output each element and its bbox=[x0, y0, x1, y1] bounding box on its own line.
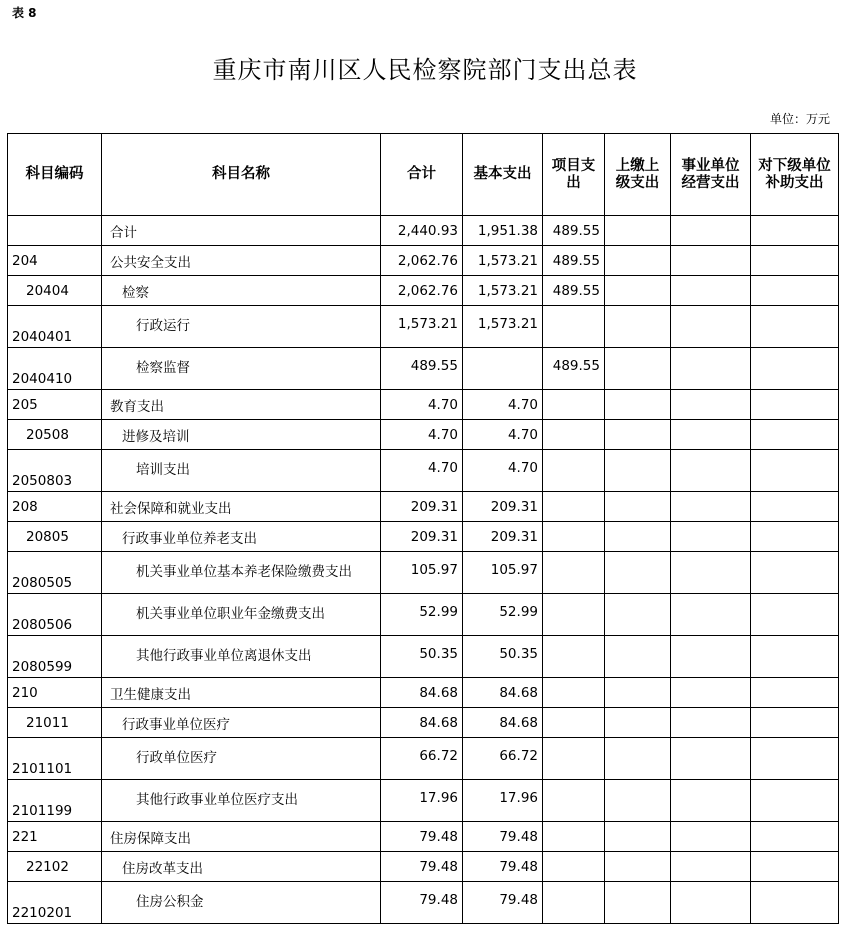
upper-cell bbox=[605, 390, 671, 420]
business-cell bbox=[671, 420, 751, 450]
name-cell: 其他行政事业单位医疗支出 bbox=[102, 780, 381, 822]
expenditure-table bbox=[7, 133, 839, 924]
code-cell: 2040401 bbox=[8, 306, 102, 348]
project-cell bbox=[543, 822, 605, 852]
basic-cell: 50.35 bbox=[463, 636, 543, 678]
project-cell bbox=[543, 450, 605, 492]
code-cell: 20805 bbox=[8, 522, 102, 552]
project-cell bbox=[543, 420, 605, 450]
business-cell bbox=[671, 738, 751, 780]
project-cell bbox=[543, 306, 605, 348]
project-cell bbox=[543, 552, 605, 594]
project-cell bbox=[543, 852, 605, 882]
total-cell: 79.48 bbox=[381, 852, 463, 882]
subsidy-cell bbox=[751, 450, 839, 492]
name-cell: 公共安全支出 bbox=[102, 246, 381, 276]
business-cell bbox=[671, 636, 751, 678]
business-cell bbox=[671, 450, 751, 492]
upper-cell bbox=[605, 306, 671, 348]
code-cell: 2080505 bbox=[8, 552, 102, 594]
subsidy-cell bbox=[751, 822, 839, 852]
basic-cell: 17.96 bbox=[463, 780, 543, 822]
project-cell bbox=[543, 780, 605, 822]
subsidy-cell bbox=[751, 708, 839, 738]
total-cell: 489.55 bbox=[381, 348, 463, 390]
business-cell bbox=[671, 492, 751, 522]
unit-label: 单位：万元 bbox=[769, 112, 830, 126]
name-cell: 教育支出 bbox=[102, 390, 381, 420]
code-cell: 204 bbox=[8, 246, 102, 276]
code-cell: 2040410 bbox=[8, 348, 102, 390]
business-cell bbox=[671, 552, 751, 594]
code-cell: 2080599 bbox=[8, 636, 102, 678]
basic-cell: 105.97 bbox=[463, 552, 543, 594]
project-cell bbox=[543, 636, 605, 678]
table-row bbox=[8, 708, 839, 738]
table-row bbox=[8, 522, 839, 552]
project-cell bbox=[543, 738, 605, 780]
table-row bbox=[8, 738, 839, 780]
basic-cell: 1,573.21 bbox=[463, 276, 543, 306]
project-cell bbox=[543, 522, 605, 552]
code-cell: 2101101 bbox=[8, 738, 102, 780]
total-cell: 209.31 bbox=[381, 522, 463, 552]
name-cell: 行政运行 bbox=[102, 306, 381, 348]
subsidy-cell bbox=[751, 276, 839, 306]
code-cell: 2210201 bbox=[8, 882, 102, 924]
total-cell: 84.68 bbox=[381, 708, 463, 738]
project-cell: 489.55 bbox=[543, 246, 605, 276]
table-row bbox=[8, 822, 839, 852]
upper-cell bbox=[605, 348, 671, 390]
header-row bbox=[8, 134, 839, 216]
upper-cell bbox=[605, 594, 671, 636]
table-row bbox=[8, 450, 839, 492]
total-cell: 79.48 bbox=[381, 882, 463, 924]
subsidy-cell bbox=[751, 522, 839, 552]
subsidy-cell bbox=[751, 420, 839, 450]
basic-cell: 1,573.21 bbox=[463, 306, 543, 348]
code-cell: 2101199 bbox=[8, 780, 102, 822]
table-row bbox=[8, 780, 839, 822]
upper-cell bbox=[605, 420, 671, 450]
basic-cell: 84.68 bbox=[463, 678, 543, 708]
subsidy-cell bbox=[751, 348, 839, 390]
project-cell bbox=[543, 882, 605, 924]
upper-cell bbox=[605, 552, 671, 594]
subsidy-cell bbox=[751, 492, 839, 522]
upper-cell bbox=[605, 276, 671, 306]
project-cell bbox=[543, 390, 605, 420]
header-project: 项目支出 bbox=[543, 134, 605, 216]
subsidy-cell bbox=[751, 306, 839, 348]
basic-cell: 4.70 bbox=[463, 420, 543, 450]
subsidy-cell bbox=[751, 246, 839, 276]
upper-cell bbox=[605, 678, 671, 708]
code-cell: 22102 bbox=[8, 852, 102, 882]
total-cell: 84.68 bbox=[381, 678, 463, 708]
header-subsidy: 对下级单位补助支出 bbox=[751, 134, 839, 216]
table-row bbox=[8, 552, 839, 594]
table-row bbox=[8, 348, 839, 390]
upper-cell bbox=[605, 780, 671, 822]
subsidy-cell bbox=[751, 852, 839, 882]
name-cell: 住房公积金 bbox=[102, 882, 381, 924]
code-cell: 2050803 bbox=[8, 450, 102, 492]
name-cell: 行政单位医疗 bbox=[102, 738, 381, 780]
code-cell: 208 bbox=[8, 492, 102, 522]
business-cell bbox=[671, 306, 751, 348]
project-cell bbox=[543, 594, 605, 636]
table-row bbox=[8, 276, 839, 306]
code-cell: 21011 bbox=[8, 708, 102, 738]
name-cell: 卫生健康支出 bbox=[102, 678, 381, 708]
business-cell bbox=[671, 678, 751, 708]
basic-cell: 4.70 bbox=[463, 450, 543, 492]
upper-cell bbox=[605, 738, 671, 780]
table-row bbox=[8, 594, 839, 636]
total-cell: 1,573.21 bbox=[381, 306, 463, 348]
total-cell: 52.99 bbox=[381, 594, 463, 636]
business-cell bbox=[671, 390, 751, 420]
business-cell bbox=[671, 594, 751, 636]
business-cell bbox=[671, 216, 751, 246]
subsidy-cell bbox=[751, 390, 839, 420]
upper-cell bbox=[605, 708, 671, 738]
name-cell: 行政事业单位养老支出 bbox=[102, 522, 381, 552]
subsidy-cell bbox=[751, 594, 839, 636]
name-cell: 行政事业单位医疗 bbox=[102, 708, 381, 738]
code-cell: 205 bbox=[8, 390, 102, 420]
code-cell: 221 bbox=[8, 822, 102, 852]
name-cell: 机关事业单位基本养老保险缴费支出 bbox=[102, 552, 381, 594]
total-cell: 209.31 bbox=[381, 492, 463, 522]
code-cell: 210 bbox=[8, 678, 102, 708]
basic-cell: 209.31 bbox=[463, 492, 543, 522]
name-cell: 合计 bbox=[102, 216, 381, 246]
subsidy-cell bbox=[751, 882, 839, 924]
table-row bbox=[8, 678, 839, 708]
code-cell: 2080506 bbox=[8, 594, 102, 636]
header-business: 事业单位经营支出 bbox=[671, 134, 751, 216]
code-cell bbox=[8, 216, 102, 246]
header-name: 科目名称 bbox=[102, 134, 381, 216]
basic-cell: 79.48 bbox=[463, 882, 543, 924]
header-upper: 上缴上级支出 bbox=[605, 134, 671, 216]
basic-cell: 84.68 bbox=[463, 708, 543, 738]
basic-cell: 4.70 bbox=[463, 390, 543, 420]
table-row bbox=[8, 216, 839, 246]
header-total: 合计 bbox=[381, 134, 463, 216]
project-cell: 489.55 bbox=[543, 348, 605, 390]
table-row bbox=[8, 420, 839, 450]
basic-cell: 1,573.21 bbox=[463, 246, 543, 276]
name-cell: 社会保障和就业支出 bbox=[102, 492, 381, 522]
table-row bbox=[8, 390, 839, 420]
business-cell bbox=[671, 708, 751, 738]
total-cell: 2,440.93 bbox=[381, 216, 463, 246]
project-cell bbox=[543, 492, 605, 522]
basic-cell: 79.48 bbox=[463, 822, 543, 852]
upper-cell bbox=[605, 852, 671, 882]
table-row bbox=[8, 882, 839, 924]
business-cell bbox=[671, 852, 751, 882]
name-cell: 检察监督 bbox=[102, 348, 381, 390]
business-cell bbox=[671, 822, 751, 852]
total-cell: 4.70 bbox=[381, 450, 463, 492]
basic-cell: 52.99 bbox=[463, 594, 543, 636]
total-cell: 17.96 bbox=[381, 780, 463, 822]
code-cell: 20508 bbox=[8, 420, 102, 450]
subsidy-cell bbox=[751, 216, 839, 246]
table-row bbox=[8, 306, 839, 348]
table-row bbox=[8, 246, 839, 276]
total-cell: 2,062.76 bbox=[381, 276, 463, 306]
page-title: 重庆市南川区人民检察院部门支出总表 bbox=[212, 56, 638, 84]
total-cell: 79.48 bbox=[381, 822, 463, 852]
total-cell: 66.72 bbox=[381, 738, 463, 780]
table-row bbox=[8, 852, 839, 882]
subsidy-cell bbox=[751, 678, 839, 708]
subsidy-cell bbox=[751, 780, 839, 822]
header-code: 科目编码 bbox=[8, 134, 102, 216]
subsidy-cell bbox=[751, 552, 839, 594]
business-cell bbox=[671, 276, 751, 306]
business-cell bbox=[671, 522, 751, 552]
upper-cell bbox=[605, 216, 671, 246]
project-cell: 489.55 bbox=[543, 276, 605, 306]
basic-cell bbox=[463, 348, 543, 390]
total-cell: 4.70 bbox=[381, 390, 463, 420]
business-cell bbox=[671, 246, 751, 276]
total-cell: 105.97 bbox=[381, 552, 463, 594]
upper-cell bbox=[605, 522, 671, 552]
project-cell bbox=[543, 708, 605, 738]
basic-cell: 209.31 bbox=[463, 522, 543, 552]
name-cell: 其他行政事业单位离退休支出 bbox=[102, 636, 381, 678]
business-cell bbox=[671, 780, 751, 822]
table-row bbox=[8, 636, 839, 678]
name-cell: 进修及培训 bbox=[102, 420, 381, 450]
upper-cell bbox=[605, 492, 671, 522]
name-cell: 机关事业单位职业年金缴费支出 bbox=[102, 594, 381, 636]
upper-cell bbox=[605, 882, 671, 924]
total-cell: 4.70 bbox=[381, 420, 463, 450]
name-cell: 住房保障支出 bbox=[102, 822, 381, 852]
upper-cell bbox=[605, 822, 671, 852]
basic-cell: 66.72 bbox=[463, 738, 543, 780]
subsidy-cell bbox=[751, 636, 839, 678]
project-cell bbox=[543, 678, 605, 708]
subsidy-cell bbox=[751, 738, 839, 780]
business-cell bbox=[671, 348, 751, 390]
table-row bbox=[8, 492, 839, 522]
upper-cell bbox=[605, 450, 671, 492]
name-cell: 检察 bbox=[102, 276, 381, 306]
basic-cell: 1,951.38 bbox=[463, 216, 543, 246]
business-cell bbox=[671, 882, 751, 924]
project-cell: 489.55 bbox=[543, 216, 605, 246]
name-cell: 培训支出 bbox=[102, 450, 381, 492]
name-cell: 住房改革支出 bbox=[102, 852, 381, 882]
basic-cell: 79.48 bbox=[463, 852, 543, 882]
code-cell: 20404 bbox=[8, 276, 102, 306]
table-number: 表 8 bbox=[12, 6, 37, 20]
total-cell: 50.35 bbox=[381, 636, 463, 678]
upper-cell bbox=[605, 636, 671, 678]
upper-cell bbox=[605, 246, 671, 276]
total-cell: 2,062.76 bbox=[381, 246, 463, 276]
header-basic: 基本支出 bbox=[463, 134, 543, 216]
